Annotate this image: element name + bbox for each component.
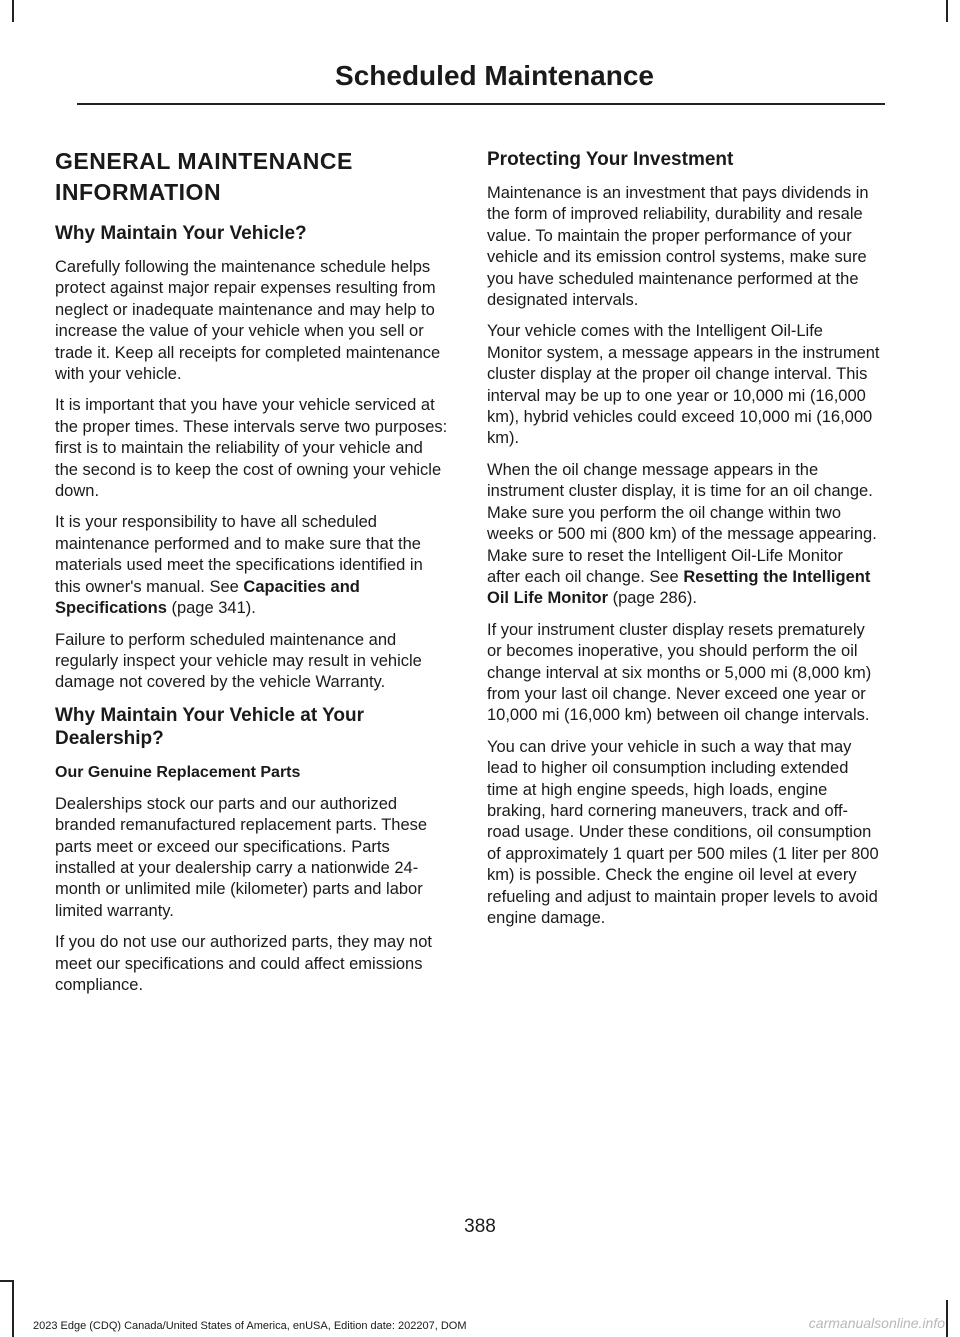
header-divider [77,103,885,105]
genuine-parts-heading: Our Genuine Replacement Parts [55,763,301,781]
why-paragraph-1: Carefully following the maintenance schedule helps protect against major repair expenses resulting from neglect or inadequate maintenance and may help to increase the value of your vehicle when you sell or trade it. Keep all receipts for completed maintenance with your vehicle. [55,258,441,384]
why-paragraph-2: It is important that you have your vehicle serviced at the proper times. These intervals serve two purposes: first is to maintain the reliability of your vehicle and the second is to keep the cost of owning your vehicle down. [55,396,448,501]
why-paragraph-4: Failure to perform scheduled maintenance and regularly inspect your vehicle may result in vehicle damage not covered by the vehicle Warranty. [55,630,422,692]
parts-paragraph-1: Dealerships stock our parts and our authorized branded remanufactured replacement parts. These parts meet or exceed our specifications. Parts installed at your dealership carry a nationwide 24-month or unlimited mile (kilometer) parts and labor limited warranty. [55,794,428,920]
edition-footer: 2023 Edge (CDQ) Canada/United States of America, enUSA, Edition date: 202207, DOM [33,1320,467,1332]
crop-mark-top-left [12,0,14,22]
why-maintain-heading: Why Maintain Your Vehicle? [55,223,307,244]
crop-mark-top-right [946,0,948,22]
page-number: 388 [464,1216,496,1237]
crop-mark-bottom-right [946,1300,948,1337]
right-column [487,140,880,939]
page-header-title: Scheduled Maintenance [335,60,654,91]
oil-life-reset-reference-link[interactable]: Resetting the Intelligent Oil Life Monitor [487,567,871,608]
crop-mark-bottom-left [12,1280,14,1337]
section-title [55,146,448,208]
why-paragraph-3 [55,512,448,619]
protecting-investment-heading: Protecting Your Investment [487,149,734,170]
parts-paragraph-2: If you do not use our authorized parts, they may not meet our specifications and could affect emissions compliance. [55,933,432,994]
investment-paragraph-1: Maintenance is an investment that pays dividends in the form of improved reliability, durability and resale value. To maintain the proper performance of your vehicle and its emission control systems, make sure you have scheduled maintenance performed at the designated intervals. [487,184,869,310]
section-title-line1: GENERAL MAINTENANCE [55,148,353,174]
investment-paragraph-5: You can drive your vehicle in such a way that may lead to higher oil consumption including extended time at high engine speeds, high loads, engine braking, hard cornering maneuvers, track and off-road usage. Under these conditions, oil consumption of approximately 1 quart per 500 miles (1 liter per 800 km) is possible. Check the engine oil level at every refueling and adjust to maintain proper levels to avoid engine damage. [487,737,879,927]
crop-mark-bottom-left-horizontal [0,1280,14,1282]
investment-paragraph-2: Your vehicle comes with the Intelligent Oil-Life Monitor system, a message appears in the instrument cluster display at the proper oil change interval. This interval may be up to one year or 10,000 mi (16,000 km), hybrid vehicles could exceed 10,000 mi (16,000 km). [487,322,880,448]
investment-paragraph-3 [487,460,880,610]
investment-paragraph-3-text: When the oil change message appears in the instrument cluster display, it is time for an oil change. Make sure you perform the oil change within two weeks or 500 mi (800 km) of the message appearing. Make sure to reset the Intelligent Oil-Life Monitor after each oil change. See [487,460,877,586]
section-title-line2: INFORMATION [55,179,222,205]
investment-paragraph-4: If your instrument cluster display resets prematurely or becomes inoperative, you should perform the oil change interval at six months or 5,000 mi (8,000 km) from your last oil change. Never exceed one year or 10,000 mi (16,000 km) between oil change intervals. [487,620,872,725]
left-column [55,140,448,1006]
capacities-reference-link[interactable]: Capacities and Specifications [55,577,360,618]
watermark-text: carmanualsonline.info [808,1315,945,1331]
investment-paragraph-3-page: (page 286). [608,589,697,608]
why-paragraph-3-page: (page 341). [166,599,256,618]
dealership-heading: Why Maintain Your Vehicle at Your Dealership? [55,704,364,749]
why-paragraph-3-text: It is your responsibility to have all scheduled maintenance performed and to make sure that the materials used meet the specifications identified in this owner's manual. See [55,513,423,596]
